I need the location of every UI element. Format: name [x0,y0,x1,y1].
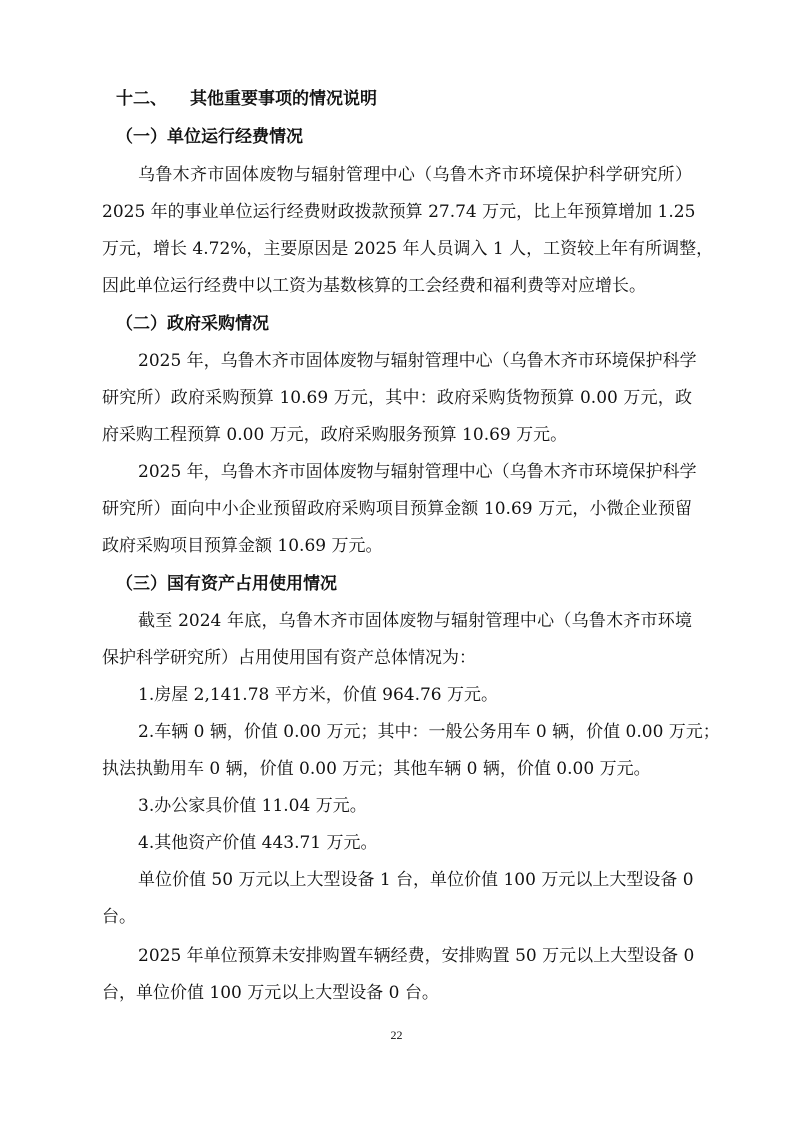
page-number: 22 [390,1028,403,1042]
paragraph-line: 乌鲁木齐市固体废物与辐射管理中心（乌鲁木齐市环境保护科学研究所） [138,165,692,185]
asset-item-3: 3.办公家具价值 11.04 万元。 [138,796,367,816]
asset-item-2-cont: 执法执勤用车 0 辆，价值 0.00 万元；其他车辆 0 辆，价值 0.00 万元。 [102,759,651,779]
paragraph-line: 2025 年单位预算未安排购置车辆经费，安排购置 50 万元以上大型设备 0 [138,946,695,966]
paragraph-line: 台。 [102,907,136,927]
paragraph-line: 2025 年，乌鲁木齐市固体废物与辐射管理中心（乌鲁木齐市环境保护科学 [138,351,697,371]
paragraph-line: 2025 年的事业单位运行经费财政拨款预算 27.74 万元，比上年预算增加 1.25 [102,202,696,222]
paragraph-line: 保护科学研究所）占用使用国有资产总体情况为： [102,648,476,668]
paragraph-line: 府采购工程预算 0.00 万元，政府采购服务预算 10.69 万元。 [102,425,568,445]
subsection-heading-2: （二）政府采购情况 [116,314,269,334]
paragraph-line: 因此单位运行经费中以工资为基数核算的工会经费和福利费等对应增长。 [102,276,646,296]
asset-item-2: 2.车辆 0 辆，价值 0.00 万元；其中：一般公务用车 0 辆，价值 0.00 万元； [138,722,720,742]
paragraph-line: 研究所）面向中小企业预留政府采购项目预算金额 10.69 万元，小微企业预留 [102,499,692,519]
paragraph-line: 单位价值 50 万元以上大型设备 1 台，单位价值 100 万元以上大型设备 0 [138,870,694,890]
paragraph-line: 研究所）政府采购预算 10.69 万元，其中：政府采购货物预算 0.00 万元，政 [102,388,692,408]
paragraph-line: 截至 2024 年底，乌鲁木齐市固体废物与辐射管理中心（乌鲁木齐市环境 [138,611,692,631]
section-number: 十二、 [116,89,167,109]
paragraph-line: 政府采购项目预算金额 10.69 万元。 [102,536,383,556]
paragraph-line: 台，单位价值 100 万元以上大型设备 0 台。 [102,983,439,1003]
subsection-heading-1: （一）单位运行经费情况 [116,127,303,147]
asset-item-1: 1.房屋 2,141.78 平方米，价值 964.76 万元。 [138,685,499,705]
subsection-heading-3: （三）国有资产占用使用情况 [116,574,337,594]
paragraph-line: 万元，增长 4.72%，主要原因是 2025 年人员调入 1 人，工资较上年有所调整， [102,239,714,259]
section-title: 其他重要事项的情况说明 [190,89,377,109]
paragraph-line: 2025 年，乌鲁木齐市固体废物与辐射管理中心（乌鲁木齐市环境保护科学 [138,462,697,482]
asset-item-4: 4.其他资产价值 443.71 万元。 [138,833,378,853]
